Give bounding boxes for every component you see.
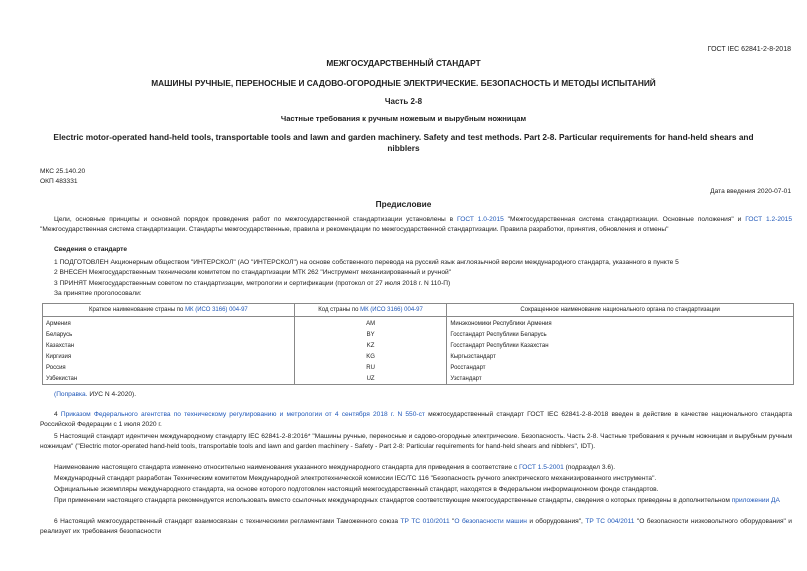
item-6-text-b: " <box>449 518 455 525</box>
code-cell: AM <box>294 317 447 330</box>
introduction-date: Дата введения 2020-07-01 <box>710 188 791 195</box>
table-row <box>43 351 794 362</box>
table-header-row <box>43 304 794 317</box>
code-cell: RU <box>294 362 447 373</box>
countries-table <box>42 303 794 385</box>
annex-da-link[interactable]: приложении ДА <box>731 497 780 504</box>
okp-code: ОКП 483331 <box>40 178 78 185</box>
document-title: МАШИНЫ РУЧНЫЕ, ПЕРЕНОСНЫЕ И САДОВО-ОГОРОДНЫЕ ЭЛЕКТРИЧЕСКИЕ. БЕЗОПАСНОСТЬ И МЕТОДЫ ИСПЫТАНИЙ <box>151 78 656 88</box>
goals-text-c: "Межгосударственная система стандартизации. Стандарты межгосударственные, правила и рекомендации по межгосударственной стандартизации. Правила разработки, принятия, обновления и отмены" <box>40 225 669 233</box>
note-official-copies: Официальные экземпляры международного стандарта, на основе которого подготовлен настоящий межгосударственный стандарт, находятся в Федеральном информационном фонде стандартов. <box>54 486 659 493</box>
code-cell: UZ <box>294 373 447 385</box>
note-1-text-a: Наименование настоящего стандарта изменено относительно наименования указанного международного стандарта для приведения в соответствие с <box>54 464 519 471</box>
country-cell: Казахстан <box>43 340 295 351</box>
agency-cell: Минэкономики Республики Армения <box>447 317 794 330</box>
code-cell: BY <box>294 329 447 340</box>
agency-cell: Госстандарт Республики Беларусь <box>447 329 794 340</box>
country-cell: Беларусь <box>43 329 295 340</box>
order-link[interactable]: Приказом Федерального агентства по техническому регулированию и метрологии от 4 сентября 2018 г. N 550-ст <box>60 411 425 418</box>
preface-heading: Предисловие <box>375 199 432 209</box>
goals-paragraph <box>40 215 792 234</box>
agency-cell: Госстандарт Республики Казахстан <box>447 340 794 351</box>
country-cell: Россия <box>43 362 295 373</box>
goals-text-a: Цели, основные принципы и основной порядок проведения работ по межгосударственной стандартизации установлены в <box>54 216 457 223</box>
item-1: 1 ПОДГОТОВЛЕН Акционерным обществом "ИНТЕРСКОЛ" (АО "ИНТЕРСКОЛ") на основе собственного перевода на русский язык англоязычной версии международного стандарта, указанного в пункте 5 <box>54 259 679 266</box>
mk-iso-code-link[interactable]: МК (ИСО 3166) 004-97 <box>360 307 423 313</box>
col-header-country-text: Краткое наименование страны по <box>89 307 186 313</box>
note-4-text: При применении настоящего стандарта рекомендуется использовать вместо ссылочных международных стандартов соответствующие межгосударственные стандарты, сведения о которых приведены в дополнительном <box>54 497 732 504</box>
gost-1-0-link[interactable]: ГОСТ 1.0-2015 <box>457 216 504 223</box>
item-6-text-a: 6 Настоящий межгосударственный стандарт взаимосвязан с техническими регламентами Таможенного союза <box>54 518 401 525</box>
table-row <box>43 373 794 385</box>
agency-cell: Кыргызстандарт <box>447 351 794 362</box>
document-code: ГОСТ IEC 62841-2-8-2018 <box>707 46 791 53</box>
gost-1-2-link[interactable]: ГОСТ 1.2-2015 <box>745 216 793 223</box>
gost-1-5-link[interactable]: ГОСТ 1.5-2001 <box>519 464 564 471</box>
note-1-text-b: (подраздел 3.6). <box>563 464 616 471</box>
amendment-text: ИУС N 4-2020). <box>87 391 137 398</box>
code-cell: KZ <box>294 340 447 351</box>
item-4 <box>40 410 792 429</box>
amendment-note <box>40 390 792 400</box>
goals-text-b: "Межгосударственная система стандартизации. Основные положения" и <box>503 216 746 223</box>
amendment-link[interactable]: (Поправка. <box>54 391 88 398</box>
note-title-change <box>40 463 792 473</box>
agency-cell: Узстандарт <box>447 373 794 385</box>
col-header-code-text: Код страны по <box>318 307 361 313</box>
item-3: 3 ПРИНЯТ Межгосударственным советом по стандартизации, метрологии и сертификации (протокол от 27 июля 2018 г. N 110-П) <box>54 280 451 287</box>
table-row <box>43 362 794 373</box>
about-standard-heading: Сведения о стандарте <box>54 246 128 253</box>
item-5: 5 Настоящий стандарт идентичен международному стандарту IEC 62841-2-8:2016* "Машины ручные, переносные и садово-огородные электрические. Безопасность. Часть 2-8. Частные требования к ручным ножницам и вырубным ручным ножницам" ("Electric motor-operated hand-held tools, transportable tools and lawn and garden machinery - Safety - Part 2-8: Particular requirements for hand-held shears and nibblers", IDT). <box>40 433 792 450</box>
table-row <box>43 329 794 340</box>
mks-code: МКС 25.140.20 <box>40 168 86 175</box>
document-subtitle: Частные требования к ручным ножевым и вырубным ножницам <box>280 114 527 123</box>
tr-ts-010-link[interactable]: ТР ТС 010/2011 <box>400 518 450 525</box>
code-cell: KG <box>294 351 447 362</box>
item-2: 2 ВНЕСЕН Межгосударственным техническим комитетом по стандартизации МТК 262 "Инструмент механизированный и ручной" <box>54 269 452 276</box>
item-4-text-a: 4 <box>54 411 61 418</box>
voted-label: За принятие проголосовали: <box>54 290 142 297</box>
col-header-code <box>294 304 447 317</box>
mk-iso-link[interactable]: МК (ИСО 3166) 004-97 <box>185 307 248 313</box>
english-title: Electric motor-operated hand-held tools, transportable tools and lawn and garden machinery. Safety and test methods. Part 2-8. Particular requirements for hand-held shears and nibblers <box>53 132 754 153</box>
table-row <box>43 317 794 330</box>
standard-type-heading: МЕЖГОСУДАРСТВЕННЫЙ СТАНДАРТ <box>326 58 481 68</box>
col-header-country <box>43 304 295 317</box>
agency-cell: Росстандарт <box>447 362 794 373</box>
part-number: Часть 2-8 <box>384 97 423 106</box>
item-6 <box>40 517 792 536</box>
col-header-agency: Сокращенное наименование национального органа по стандартизации <box>447 304 794 317</box>
item-6-text-d: "О безопасности низковольтного оборудования" и реализует их требования безопасности <box>40 518 792 535</box>
country-cell: Армения <box>43 317 295 330</box>
country-cell: Узбекистан <box>43 373 295 385</box>
country-cell: Киргизия <box>43 351 295 362</box>
tr-ts-004-link[interactable]: ТР ТС 004/2011 <box>585 518 635 525</box>
item-6-text-c: и оборудования", <box>526 518 586 525</box>
machine-safety-link[interactable]: О безопасности машин <box>454 518 527 525</box>
table-row <box>43 340 794 351</box>
note-references <box>40 496 792 506</box>
item-4-text-b: межгосударственный стандарт ГОСТ IEC 62841-2-8-2018 введен в действие в качестве национального стандарта Российской Федерации с 1 июля 2020 г. <box>40 411 793 428</box>
note-developer: Международный стандарт разработан Техническим комитетом Международной электротехнической комиссии IEC/TC 116 "Безопасность ручного электрического механизированного инструмента". <box>54 475 657 482</box>
